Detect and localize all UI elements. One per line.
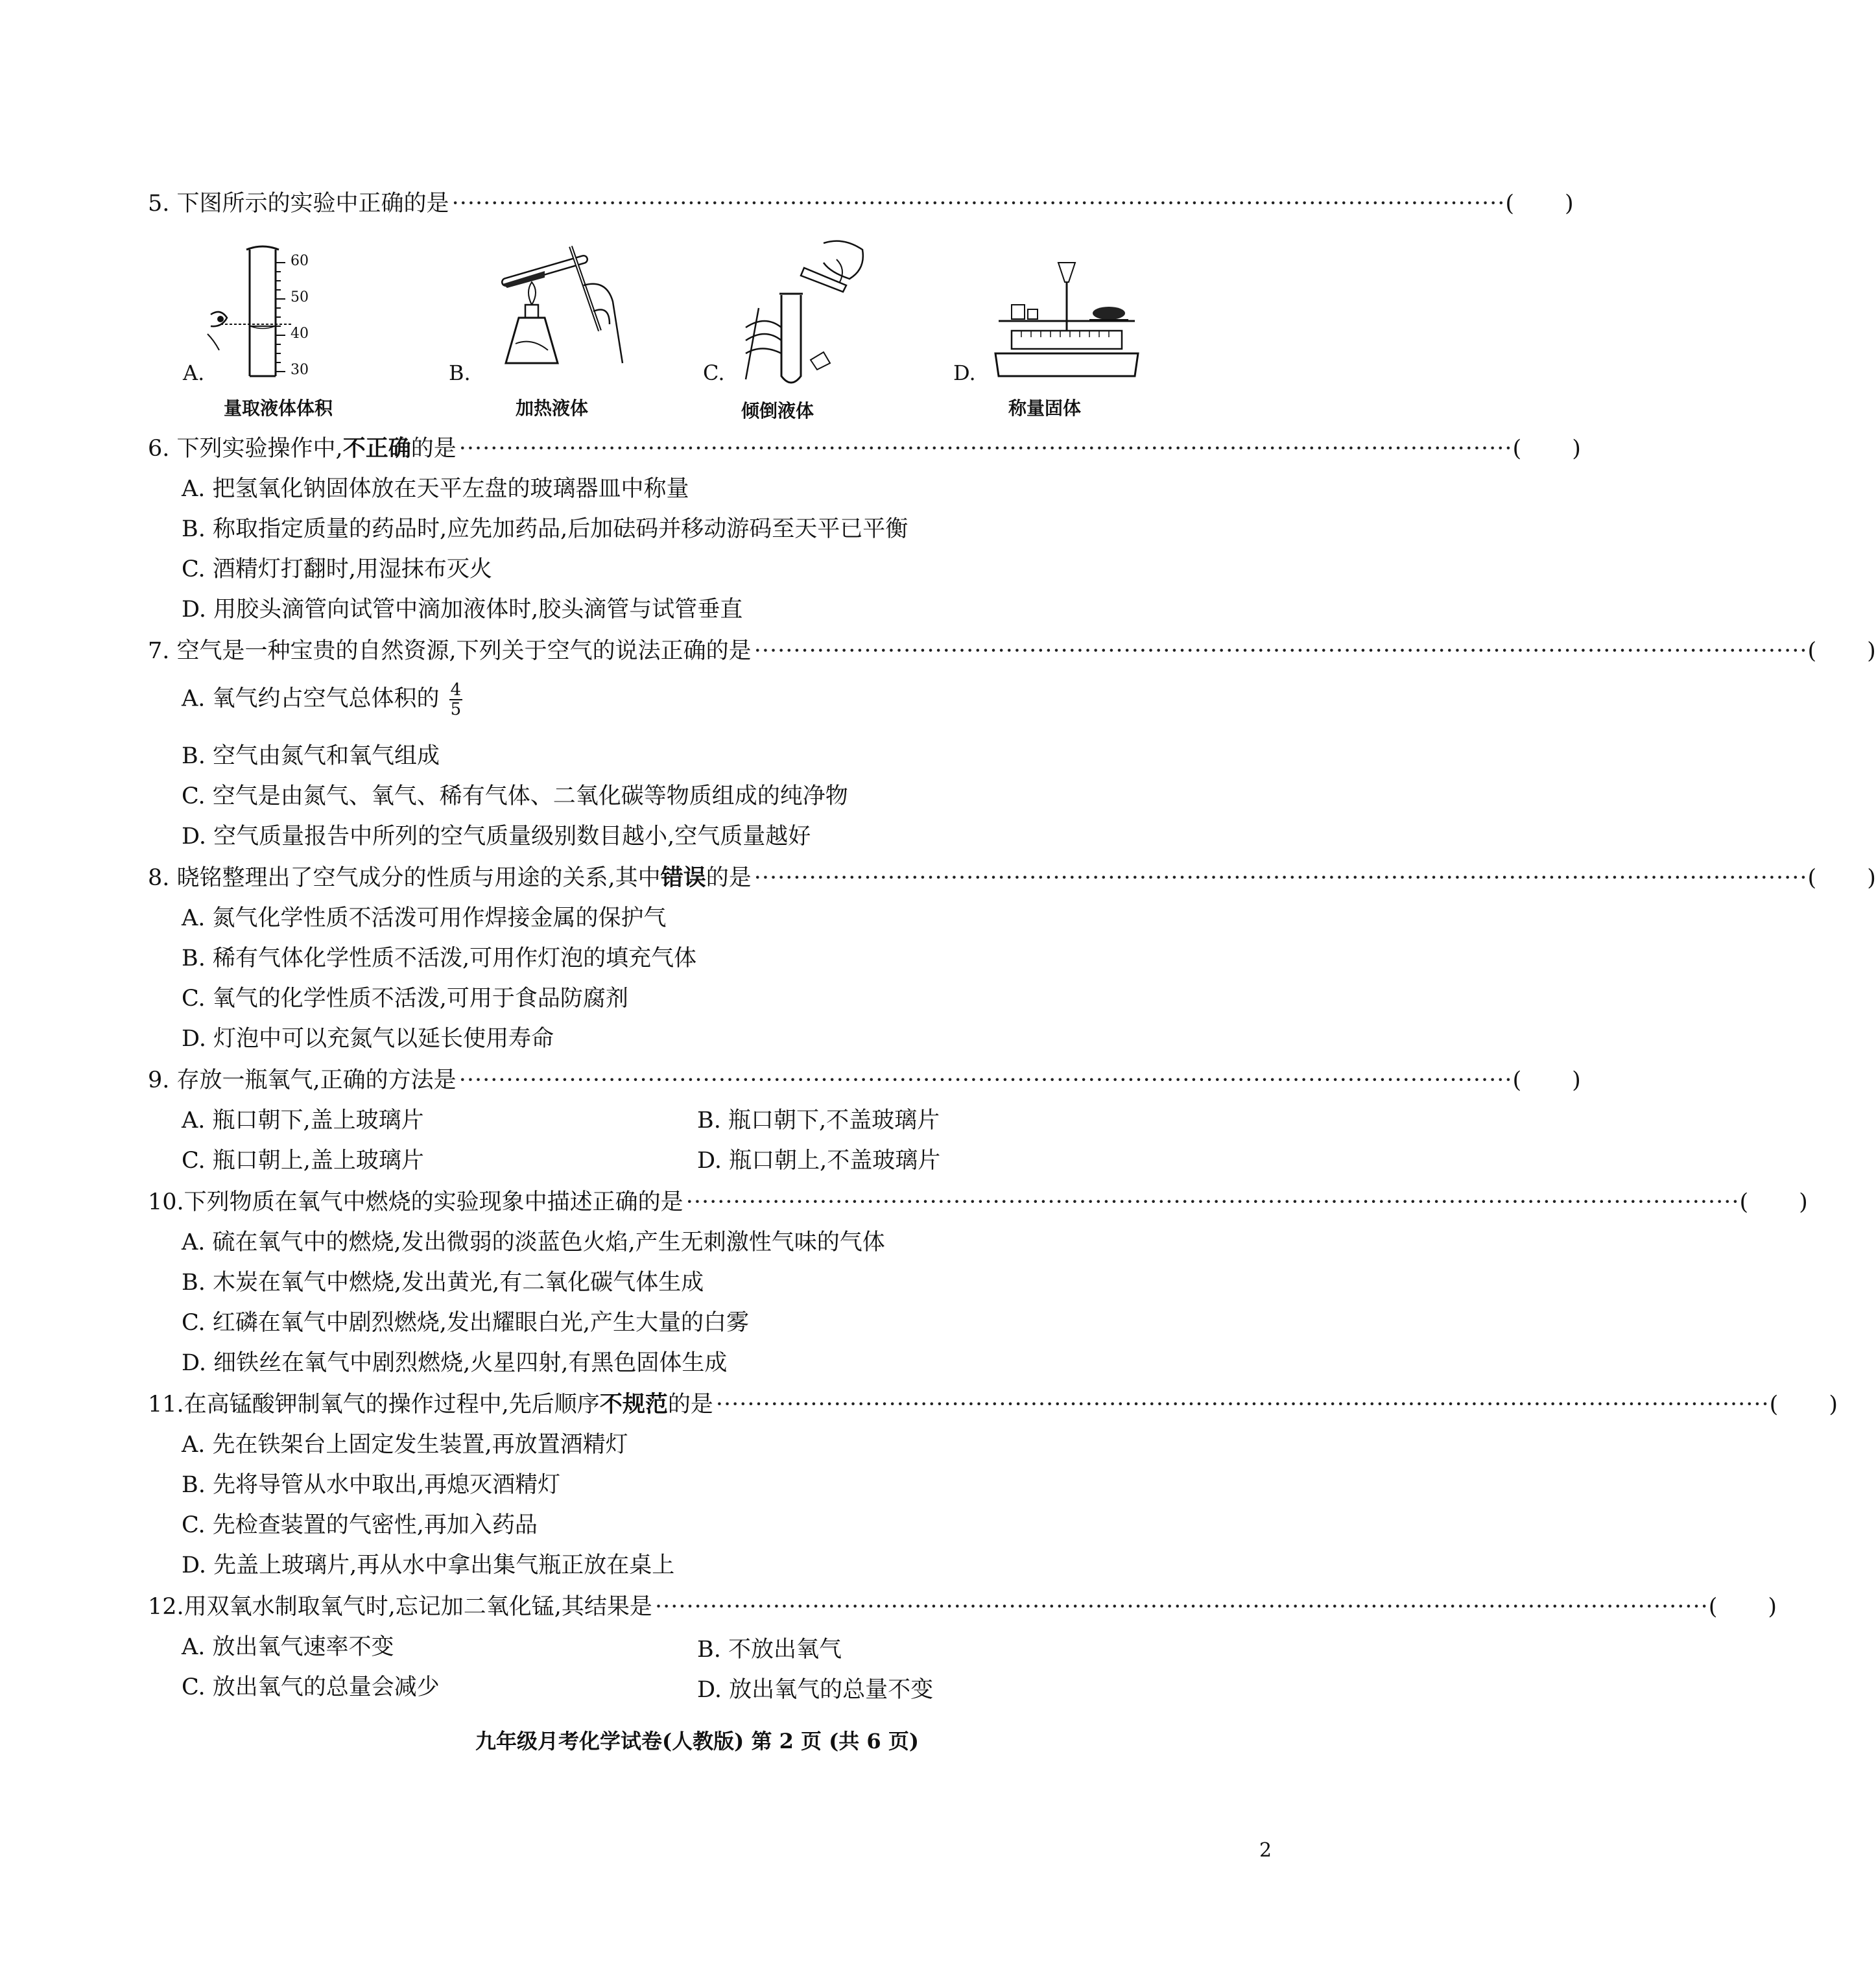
option-b: B. 瓶口朝下,不盖玻璃片 [697,1108,940,1134]
fraction-numerator: 4 [450,680,462,700]
option-b: B. 空气由氮气和氧气组成 [182,743,440,769]
question-6 [148,433,1581,464]
measuring-cylinder-figure [208,243,331,379]
question-8 [148,862,1876,894]
answer-bracket: ( ) [1505,191,1574,217]
question-5 [148,188,1574,219]
option-c: C. 氧气的化学性质不活泼,可用于食品防腐剂 [182,986,628,1012]
option-d: D. 放出氧气的总量不变 [697,1677,934,1703]
question-number: 10. [148,1189,184,1215]
option-b: B. 木炭在氧气中燃烧,发出黄光,有二氧化碳气体生成 [182,1270,704,1296]
tick-label: 40 [291,326,309,342]
tick-label: 60 [291,253,309,269]
tick-label: 30 [291,362,309,378]
tick-label: 50 [291,289,309,305]
answer-bracket: ( ) [1512,436,1581,462]
pouring-liquid-figure [733,230,888,389]
option-b: B. 不放出氧气 [697,1637,842,1663]
option-d: D. 瓶口朝上,不盖玻璃片 [697,1148,941,1174]
question-11 [148,1389,1838,1420]
option-a: A. 放出氧气速率不变 [182,1634,394,1660]
leader-dots: ······································································································································ [458,1067,1513,1093]
figure-d-letter: D. [953,361,976,385]
answer-bracket: ( ) [1739,1189,1808,1215]
figure-b-letter: B. [449,361,471,385]
option-a: A. 瓶口朝下,盖上玻璃片 [182,1108,424,1134]
question-text-end: 的是 [667,1392,713,1418]
option-a: A. 硫在氧气中的燃烧,发出微弱的淡蓝色火焰,产生无刺激性气味的气体 [182,1230,885,1255]
option-d: D. 细铁丝在氧气中剧烈燃烧,火星四射,有黑色固体生成 [182,1350,728,1376]
option-b: B. 称取指定质量的药品时,应先加药品,后加砝码并移动游码至天平已平衡 [182,516,908,542]
question-text: 在高锰酸钾制氧气的操作过程中,先后顺序 [184,1392,600,1418]
figure-b-caption: 加热液体 [516,398,589,419]
option-a: A. 先在铁架台上固定发生装置,再放置酒精灯 [182,1432,628,1458]
leader-dots: ······································································································································ [754,865,1808,891]
option-d: D. 空气质量报告中所列的空气质量级别数目越小,空气质量越好 [182,824,811,849]
option-a: A. 氮气化学性质不活泼可用作焊接金属的保护气 [182,905,667,931]
option-d: D. 用胶头滴管向试管中滴加液体时,胶头滴管与试管垂直 [182,597,743,623]
question-text: 下列实验操作中, [176,436,343,462]
leader-dots: ······································································································································ [451,191,1506,217]
question-emphasis: 不规范 [599,1391,668,1418]
option-a-text: A. 氧气约占空气总体积的 [182,685,440,712]
page-number: 2 [1259,1839,1272,1862]
option-b: B. 稀有气体化学性质不活泼,可用作灯泡的填充气体 [182,945,697,971]
figure-a-letter: A. [183,361,205,385]
question-text: 晓铭整理出了空气成分的性质与用途的关系,其中 [176,865,661,891]
heating-liquid-figure [480,240,635,383]
option-b: B. 先将导管从水中取出,再熄灭酒精灯 [182,1472,561,1498]
question-number: 8. [148,865,170,891]
figure-a-caption: 量取液体体积 [224,398,333,419]
option-a [182,681,462,719]
option-d: D. 灯泡中可以充氮气以延长使用寿命 [182,1026,554,1052]
answer-bracket: ( ) [1807,638,1876,664]
option-c: C. 酒精灯打翻时,用湿抹布灭火 [182,556,492,582]
question-number: 6. [148,436,170,462]
question-number: 12. [148,1594,184,1620]
question-text: 下图所示的实验中正确的是 [176,191,449,217]
option-a: A. 把氢氧化钠固体放在天平左盘的玻璃器皿中称量 [182,476,689,502]
question-text: 空气是一种宝贵的自然资源,下列关于空气的说法正确的是 [176,638,752,664]
option-c: C. 放出氧气的总量会减少 [182,1674,440,1700]
question-number: 9. [148,1067,170,1093]
question-text: 用双氧水制取氧气时,忘记加二氧化锰,其结果是 [184,1594,652,1620]
figure-c-letter: C. [703,361,725,385]
option-c: C. 空气是由氮气、氧气、稀有气体、二氧化碳等物质组成的纯净物 [182,783,848,809]
question-number: 7. [148,638,170,664]
answer-bracket: ( ) [1807,865,1876,891]
fraction [449,681,463,719]
question-7 [148,636,1876,667]
option-c: C. 瓶口朝上,盖上玻璃片 [182,1148,424,1174]
answer-bracket: ( ) [1512,1067,1581,1093]
question-emphasis: 错误 [660,864,706,891]
leader-dots: ······································································································································ [754,638,1808,664]
answer-bracket: ( ) [1769,1392,1838,1418]
question-text: 存放一瓶氧气,正确的方法是 [176,1067,457,1093]
question-number: 11. [148,1392,184,1418]
leader-dots: ······································································································································ [715,1392,1770,1418]
question-text-end: 的是 [410,436,457,462]
question-text-end: 的是 [706,865,752,891]
question-emphasis: 不正确 [342,435,411,462]
answer-bracket: ( ) [1708,1594,1777,1620]
option-c: C. 红磷在氧气中剧烈燃烧,发出耀眼白光,产生大量的白雾 [182,1310,750,1336]
question-9 [148,1065,1581,1096]
leader-dots: ······································································································································ [654,1594,1709,1620]
question-text: 下列物质在氧气中燃烧的实验现象中描述正确的是 [184,1189,683,1215]
question-12 [148,1591,1777,1622]
page-footer: 九年级月考化学试卷(人教版) 第 2 页 (共 6 页) [475,1729,919,1753]
figure-c-caption: 倾倒液体 [741,400,814,422]
option-d: D. 先盖上玻璃片,再从水中拿出集气瓶正放在桌上 [182,1552,675,1578]
balance-figure [986,256,1148,386]
figure-d-caption: 称量固体 [1008,398,1082,419]
leader-dots: ······································································································································ [458,436,1513,462]
option-c: C. 先检查装置的气密性,再加入药品 [182,1512,538,1538]
fraction-denominator: 5 [450,700,462,719]
leader-dots: ······································································································································ [685,1189,1740,1215]
question-number: 5. [148,191,170,217]
question-10 [148,1187,1808,1218]
